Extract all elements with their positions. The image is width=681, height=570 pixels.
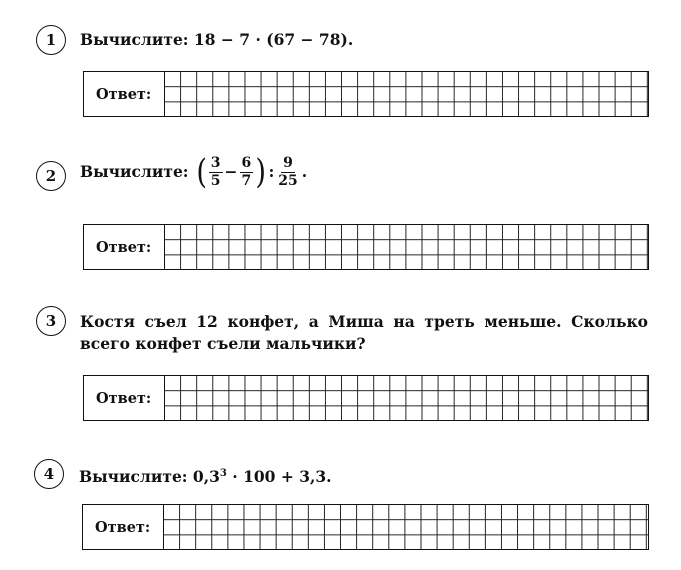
answer-box — [83, 224, 649, 270]
colon-sign: : — [268, 162, 275, 181]
right-paren: ) — [255, 152, 267, 192]
period: . — [301, 162, 308, 181]
answer-grid[interactable] — [164, 72, 648, 116]
fraction-1: $\frac{3}{5}$ — [210, 154, 221, 189]
answer-grid[interactable] — [163, 505, 648, 549]
answer-label: Ответ: — [96, 85, 152, 103]
answer-label: Ответ: — [96, 389, 152, 407]
question-expression — [80, 152, 308, 192]
fraction-2: $\frac{6}{7}$ — [241, 154, 252, 189]
task-number: 1 — [45, 31, 57, 49]
question-text — [80, 152, 308, 192]
left-paren: ( — [195, 152, 207, 192]
minus-sign: − — [224, 162, 238, 181]
task-number-badge — [36, 161, 66, 191]
task-number: 3 — [45, 312, 57, 330]
task-number-badge — [36, 25, 66, 55]
question-prefix: Вычислите: 0,3 — [79, 467, 220, 486]
exponent: 3 — [219, 468, 227, 479]
task-number-badge — [36, 306, 66, 336]
answer-label: Ответ: — [96, 238, 152, 256]
question-prefix: Вычислите: — [80, 162, 189, 181]
answer-box — [82, 504, 649, 550]
question-text: Вычислите: 18 − 7 · (67 − 78). — [80, 30, 354, 49]
task-number: 2 — [45, 167, 57, 185]
question-text — [79, 463, 332, 488]
answer-label: Ответ: — [95, 518, 151, 536]
answer-box — [83, 375, 649, 421]
task-number: 4 — [43, 465, 55, 483]
task-number-badge — [34, 459, 64, 489]
question-suffix: · 100 + 3,3. — [226, 467, 332, 486]
answer-box — [83, 71, 649, 117]
answer-grid[interactable] — [164, 376, 648, 420]
fraction-3: $\frac{9}{25}$ — [278, 154, 298, 189]
question-text: Костя съел 12 конфет, а Миша на треть меньше. Сколько всего конфет съели мальчики? — [80, 312, 648, 353]
answer-grid[interactable] — [164, 225, 648, 269]
